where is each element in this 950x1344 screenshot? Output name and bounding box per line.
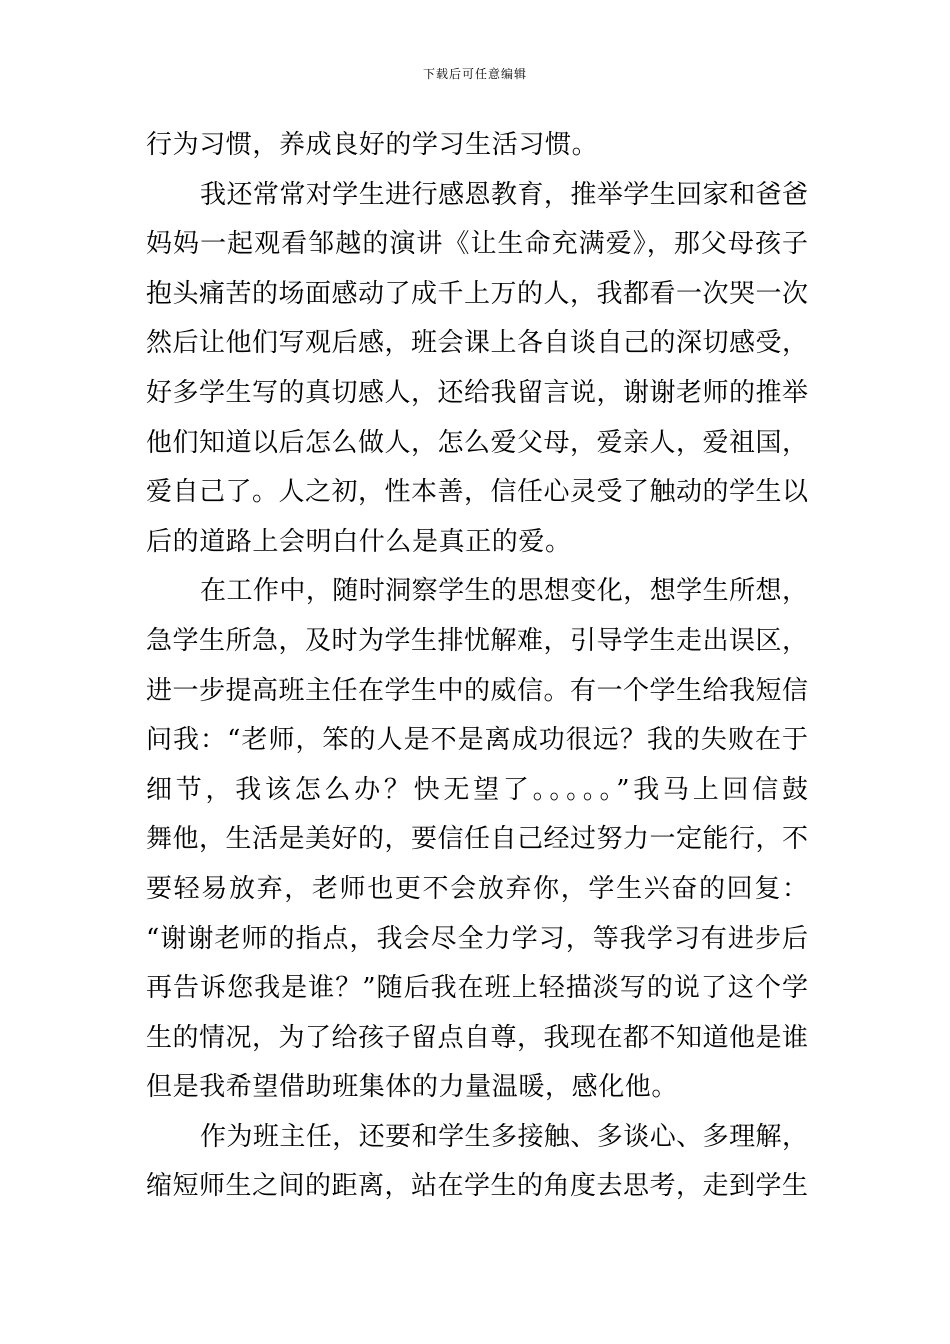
text-line: 急学生所急，及时为学生排忧解难，引导学生走出误区，	[146, 625, 808, 656]
text-line: 作为班主任，还要和学生多接触、多谈心、多理解，	[200, 1121, 808, 1152]
page-header: 下载后可任意编辑	[422, 67, 527, 81]
text-line: 但是我希望借助班集体的力量温暖，感化他。	[146, 1072, 679, 1103]
text-line: 好多学生写的真切感人，还给我留言说，谢谢老师的推举	[146, 377, 808, 408]
text-line: 他们知道以后怎么做人，怎么爱父母，爱亲人，爱祖国，	[146, 427, 808, 458]
text-line: “谢谢老师的指点，我会尽全力学习，等我学习有进步后	[146, 923, 808, 954]
text-line: 行为习惯，养成良好的学习生活习惯。	[146, 130, 599, 160]
text-line: 进一步提高班主任在学生中的威信。有一个学生给我短信	[146, 675, 808, 706]
text-line: 然后让他们写观后感，班会课上各自谈自己的深切感受，	[146, 328, 808, 359]
document-body	[146, 121, 808, 1212]
text-line: 细节，我该怎么办？快无望了。。。。。”我马上回信鼓	[146, 774, 808, 805]
text-line: 问我：“老师，笨的人是不是离成功很远？我的失败在于	[146, 725, 808, 756]
text-line: 缩短师生之间的距离，站在学生的角度去思考，走到学生	[146, 1171, 808, 1202]
text-line: 爱自己了。人之初，性本善，信任心灵受了触动的学生以	[146, 477, 808, 508]
text-line: 再告诉您我是谁？”随后我在班上轻描淡写的说了这个学	[146, 973, 808, 1004]
text-line: 生的情况，为了给孩子留点自尊，我现在都不知道他是谁	[146, 1022, 808, 1053]
text-line: 在工作中，随时洞察学生的思想变化，想学生所想，	[200, 576, 808, 607]
text-line: 舞他，生活是美好的，要信任自己经过努力一定能行，不	[146, 824, 808, 855]
text-line: 后的道路上会明白什么是真正的爱。	[146, 526, 572, 557]
text-line: 我还常常对学生进行感恩教育，推举学生回家和爸爸	[200, 179, 808, 210]
text-line: 妈妈一起观看邹越的演讲《让生命充满爱》，那父母孩子	[146, 229, 808, 260]
text-line: 抱头痛苦的场面感动了成千上万的人，我都看一次哭一次	[146, 278, 808, 309]
text-line: 要轻易放弃，老师也更不会放弃你，学生兴奋的回复：	[146, 873, 808, 904]
